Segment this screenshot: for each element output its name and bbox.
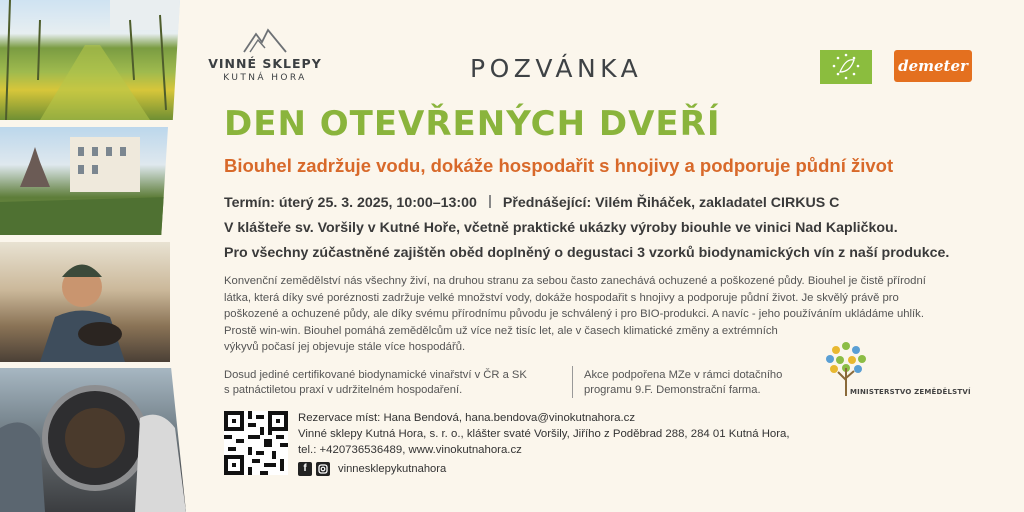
- ministry-name: MINISTERSTVO ZEMĚDĚLSTVÍ: [850, 388, 971, 396]
- invite-heading: POZVÁNKA: [470, 54, 643, 83]
- subsidy-line: programu 9.F. Demonstrační farma.: [584, 384, 761, 396]
- address-line: Vinné sklepy Kutná Hora, s. r. o., klášter svaté Voršily, Jiřího z Poděbrad 288, 284 01 Kutná Hora,: [298, 428, 790, 440]
- mountain-logo-icon: [242, 26, 288, 54]
- event-subtitle: Biouhel zadržuje vodu, dokáže hospodařit s hnojivy a podporuje půdní život: [224, 155, 894, 176]
- description-line: Konvenční zemědělství nás všechny živí, na druhou stranu za sebou často zanechává ochuzené a poškozené půdy. Biouhel je čistě přírodní: [224, 275, 926, 287]
- qr-code-icon: [224, 411, 288, 475]
- event-term-line: [224, 195, 839, 211]
- event-place: V klášteře sv. Voršily v Kutné Hoře, včetně praktické ukázky výroby biouhle ve vinici Nad Kapličkou.: [224, 220, 898, 236]
- ministry-logo: [818, 338, 971, 400]
- footer-divider: [572, 366, 573, 398]
- certification-line: Dosud jediné certifikované biodynamické vinařství v ČR a SK: [224, 369, 527, 381]
- certification-note: [224, 368, 527, 398]
- social-links: [298, 462, 446, 476]
- description-line: výkyvů počasí jej objevuje stále více hospodářů.: [224, 341, 466, 353]
- event-speaker: Přednášející: Vilém Řiháček, zakladatel CIRKUS C: [502, 195, 840, 211]
- demeter-logo: demeter: [894, 50, 972, 82]
- divider: [489, 195, 491, 208]
- logo-city: KUTNÁ HORA: [223, 73, 307, 83]
- subsidy-note: [584, 368, 782, 398]
- man-holding-biochar-photo: [0, 242, 170, 362]
- vineyard-photo: [0, 0, 180, 120]
- event-lunch: Pro všechny zúčastněné zajištěn oběd doplněný o degustaci 3 vzorků biodynamických vín z naší produkce.: [224, 245, 950, 261]
- event-term: Termín: úterý 25. 3. 2025, 10:00–13:00: [224, 195, 477, 211]
- facebook-icon[interactable]: f: [298, 462, 312, 476]
- description-line: Prostě win-win. Biouhel pomáhá zemědělcům už více než tisíc let, ale v časech klimatické změny a extrémních: [224, 324, 778, 337]
- description-line: látka, která díky své poréznosti zadržuje velké množství vody, dokáže hospodařit s hnojivy a podporuje půdní život. Je skvělý právě pro: [224, 291, 899, 304]
- biochar-kiln-photo: [0, 368, 186, 512]
- logo-name: VINNÉ SKLEPY: [208, 56, 322, 71]
- phone-web-line: tel.: +420736536489, www.vinokutnahora.cz: [298, 444, 522, 456]
- eu-organic-leaf-icon: [820, 50, 872, 84]
- social-handle[interactable]: vinnesklepykutnahora: [338, 463, 447, 475]
- description-line: poškozené a ochuzené půdy, ale díky svému přírodnímu původu je schválený i pro BIO-produkci. A navíc - jeho používáním ukládáme uhlík.: [224, 308, 924, 320]
- town-vineyard-photo: [0, 127, 168, 235]
- reservation-line: Rezervace míst: Hana Bendová, hana.bendova@vinokutnahora.cz: [298, 412, 636, 424]
- subsidy-line: Akce podpořena MZe v rámci dotačního: [584, 369, 783, 381]
- vinne-sklepy-logo: [205, 26, 325, 83]
- instagram-icon[interactable]: [316, 462, 330, 476]
- contact-info: [298, 410, 790, 458]
- event-title: DEN OTEVŘENÝCH DVEŘÍ: [224, 104, 721, 144]
- certification-line: s patnáctiletou praxí v udržitelném hospodaření.: [224, 384, 463, 396]
